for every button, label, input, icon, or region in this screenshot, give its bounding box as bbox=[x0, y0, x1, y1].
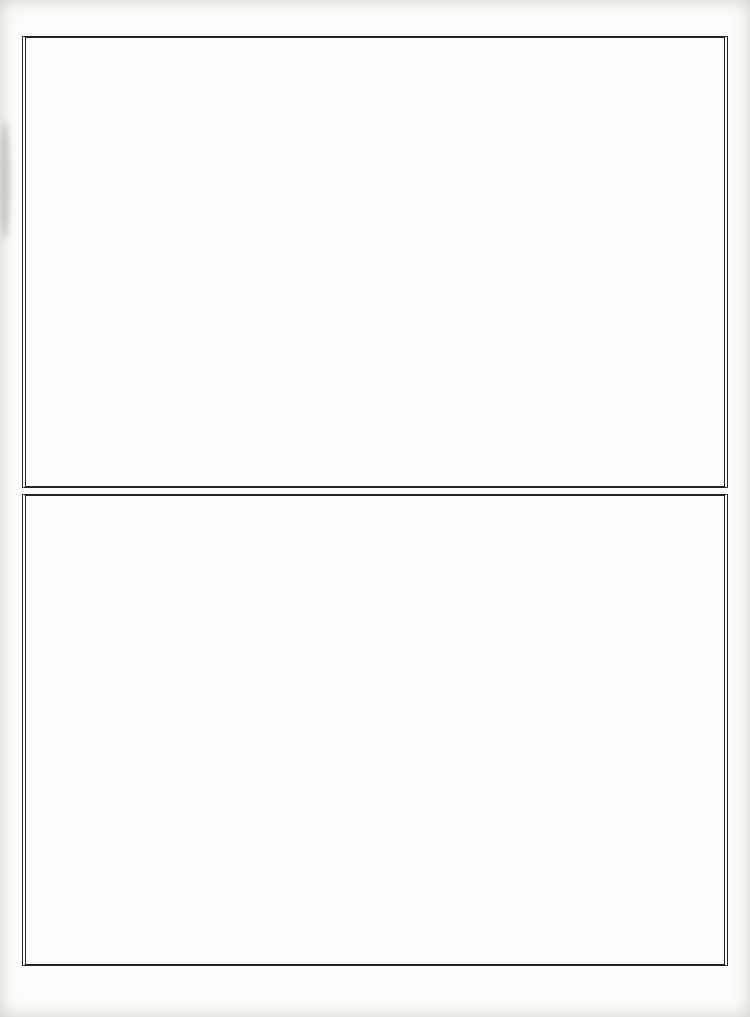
scan-smudge bbox=[0, 120, 10, 240]
roster-table-top bbox=[22, 36, 728, 488]
roster-table-bottom bbox=[22, 494, 728, 966]
